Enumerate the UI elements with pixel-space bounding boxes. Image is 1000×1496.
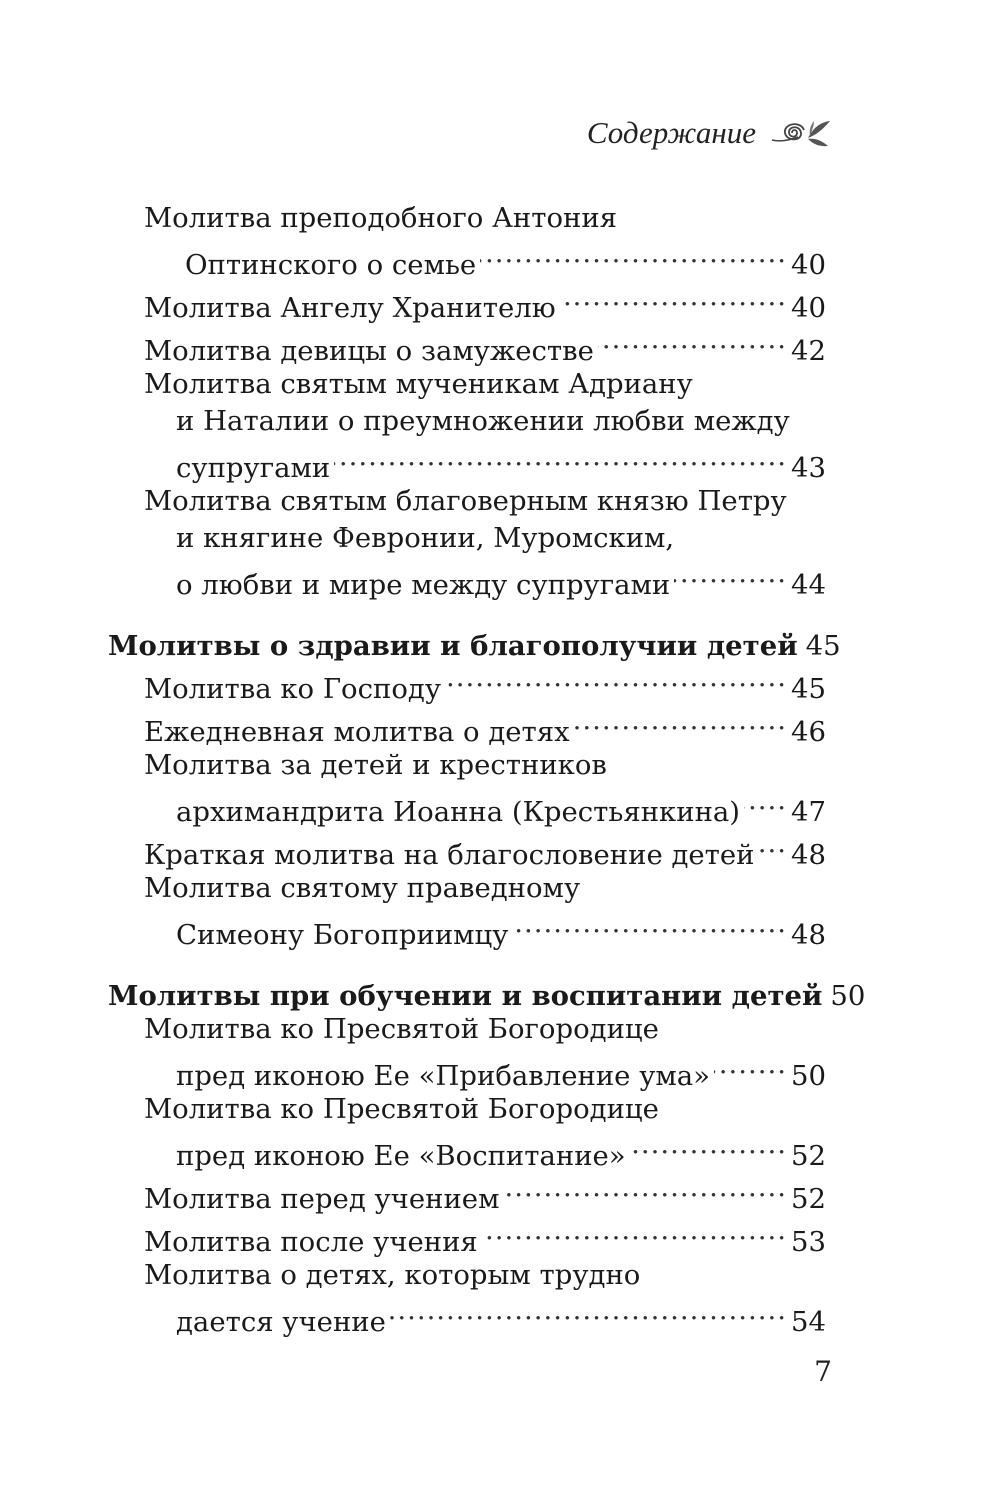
- toc-entry-last-line[interactable]: Оптинского о семье ..... 40: [108, 237, 826, 274]
- toc-entry-last-line[interactable]: пред иконою Ее «Прибавление ума» ..... 50: [108, 1048, 826, 1085]
- toc-section-heading[interactable]: Молитвы при обучении и воспитании детей 50: [108, 968, 826, 1005]
- dot-leader: [445, 661, 787, 698]
- dot-leader: [744, 784, 787, 821]
- toc-entry-first-line[interactable]: Молитва за детей и крестников: [144, 749, 607, 781]
- dot-leader: [334, 440, 787, 477]
- dot-leader: [758, 827, 787, 864]
- toc-entry[interactable]: Молитва девицы о замужестве ..... 42: [108, 323, 826, 360]
- toc-entry[interactable]: Молитва после учения ..... 53: [108, 1214, 826, 1251]
- dot-leader: [630, 1128, 787, 1165]
- toc-entry-first-line[interactable]: Молитва о детях, которым трудно: [144, 1259, 641, 1291]
- page-number: 7: [814, 1355, 832, 1388]
- toc-entry-continuation[interactable]: и княгине Февронии, Муромским,: [176, 522, 675, 554]
- toc-entry[interactable]: Ежедневная молитва о детях ..... 46: [108, 704, 826, 741]
- table-of-contents: [108, 200, 866, 1338]
- dot-leader: [482, 1214, 787, 1251]
- toc-page-number: 50: [791, 1060, 826, 1092]
- dot-leader: [560, 280, 787, 317]
- toc-entry-first-line[interactable]: Молитва святым благоверным князю Петру: [144, 485, 787, 517]
- toc-page-number: 44: [791, 569, 826, 601]
- dot-leader: [480, 237, 787, 274]
- toc-page-number: 48: [791, 919, 826, 951]
- toc-entry[interactable]: Краткая молитва на благословение детей ..... 48: [108, 827, 826, 864]
- toc-entry-first-line[interactable]: Молитва ко Пресвятой Богородице: [144, 1093, 659, 1125]
- toc-entry[interactable]: Молитва Ангелу Хранителю ..... 40: [108, 280, 826, 317]
- dot-leader: [574, 704, 787, 741]
- toc-page-number: 54: [791, 1306, 826, 1338]
- toc-entry-last-line[interactable]: пред иконою Ее «Воспитание» ..... 52: [108, 1128, 826, 1165]
- spiral-leaf-ornament-icon: [770, 116, 832, 150]
- toc-entry-first-line[interactable]: Молитва святым мученикам Адриану: [144, 368, 693, 400]
- toc-entry-last-line[interactable]: Симеону Богоприимцу ..... 48: [108, 907, 826, 944]
- toc-page-number: 45: [805, 630, 841, 662]
- dot-leader: [598, 323, 787, 360]
- toc-page-number: 52: [791, 1183, 826, 1215]
- dot-leader: [674, 557, 787, 594]
- dot-leader: [503, 1171, 787, 1208]
- toc-entry[interactable]: Молитва перед учением ..... 52: [108, 1171, 826, 1208]
- toc-entry-last-line[interactable]: о любви и мире между супругами ..... 44: [108, 557, 826, 594]
- toc-page-number: 40: [791, 292, 826, 324]
- dot-leader: [390, 1294, 787, 1331]
- toc-page-number: 45: [791, 673, 826, 705]
- toc-page-number: 46: [791, 716, 826, 748]
- dot-leader: [714, 1048, 787, 1085]
- toc-entry-first-line[interactable]: Молитва святому праведному: [144, 872, 581, 904]
- toc-entry-first-line[interactable]: Молитва ко Пресвятой Богородице: [144, 1013, 659, 1045]
- toc-entry-continuation[interactable]: и Наталии о преумножении любви между: [176, 405, 790, 437]
- toc-page-number: 50: [830, 980, 866, 1012]
- toc-page-number: 47: [791, 796, 826, 828]
- toc-entry[interactable]: Молитва ко Господу ..... 45: [108, 661, 826, 698]
- toc-entry-first-line[interactable]: Молитва преподобного Антония: [144, 202, 618, 234]
- toc-entry-last-line[interactable]: дается учение ..... 54: [108, 1294, 826, 1331]
- running-header: [587, 115, 832, 151]
- toc-section-heading[interactable]: Молитвы о здравии и благополучии детей 45: [108, 618, 826, 655]
- toc-page-number: 40: [791, 249, 826, 281]
- running-header-title: Содержание: [586, 115, 756, 150]
- toc-entry-last-line[interactable]: архимандрита Иоанна (Крестьянкина) ..... 47: [108, 784, 826, 821]
- toc-page-number: 52: [791, 1140, 826, 1172]
- toc-entry-last-line[interactable]: супругами ..... 43: [108, 440, 826, 477]
- toc-page-number: 42: [791, 335, 826, 367]
- dot-leader: [512, 907, 787, 944]
- toc-page-number: 48: [791, 839, 826, 871]
- toc-page-number: 53: [791, 1226, 826, 1258]
- toc-page-number: 43: [791, 452, 826, 484]
